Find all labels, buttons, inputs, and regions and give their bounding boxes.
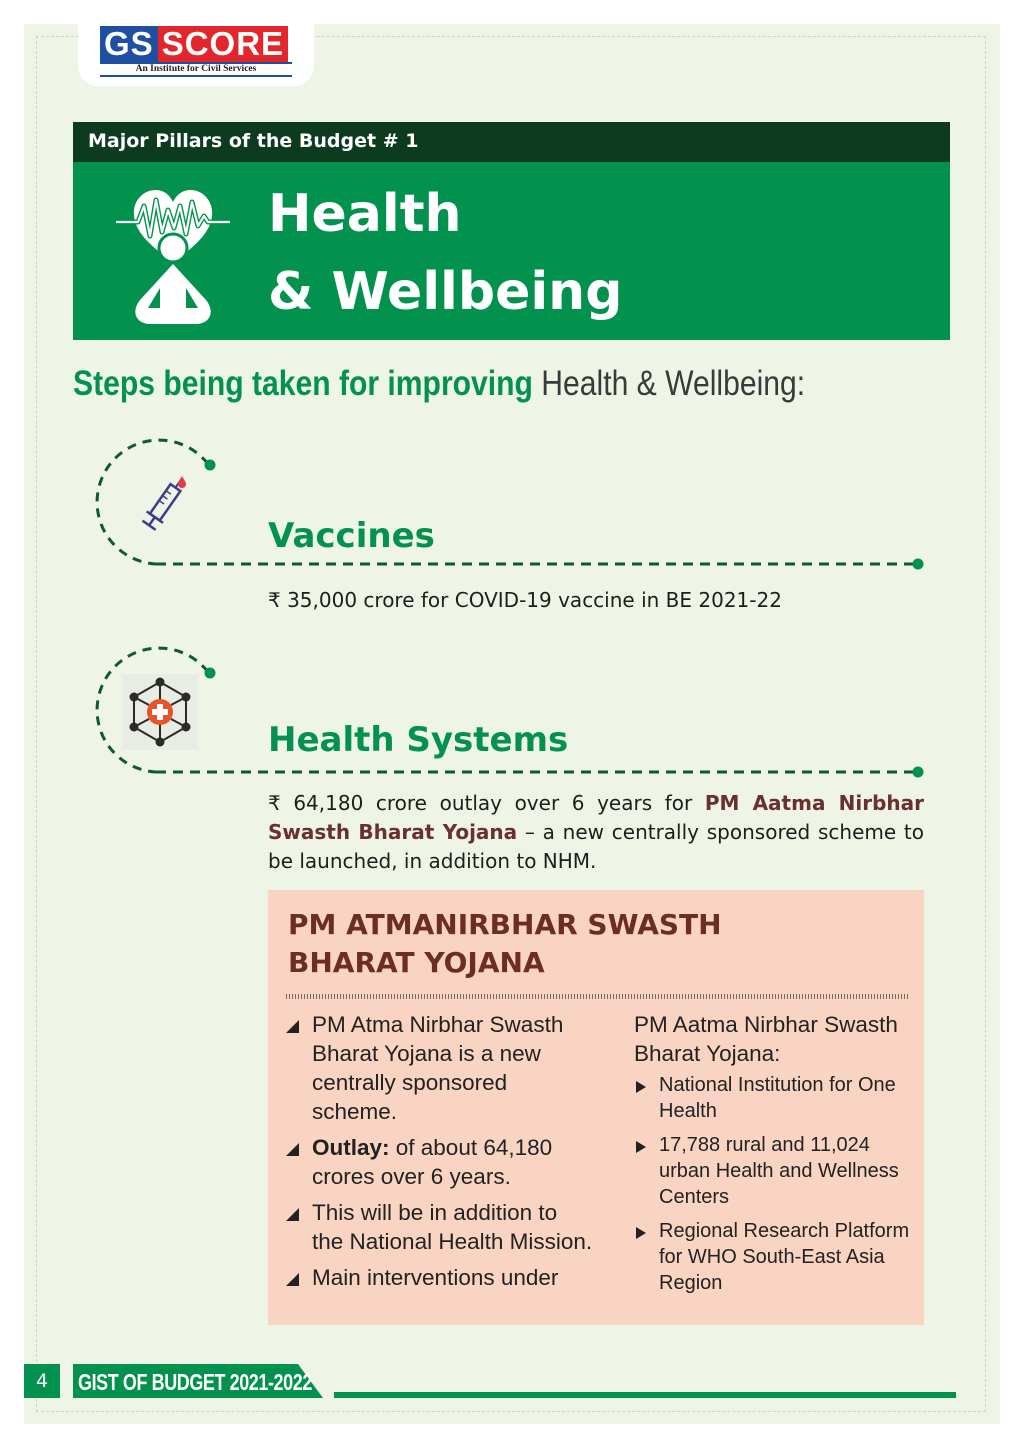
list-item [634,1072,914,1124]
list-item [284,1198,594,1256]
list-item [284,1133,594,1191]
scheme-left-list [284,1010,594,1299]
scheme-box-title: PM ATMANIRBHAR SWASTH BHARAT YOJANA [288,908,722,979]
list-item [284,1010,594,1126]
health-systems-text-before: ₹ 64,180 crore outlay over 6 years for [268,791,693,815]
footer-label: GIST OF BUDGET 2021-2022 [78,1369,312,1395]
arrow-bullet-icon [636,1141,646,1153]
steps-heading [73,364,805,404]
arrow-bullet-icon [636,1081,646,1093]
page-number: 4 [24,1364,60,1398]
vaccines-frame [90,436,940,576]
steps-heading-bold: Steps being taken for improving [73,364,533,403]
scheme-name-highlight: PM Aatma Nirbhar Swasth Bharat Yojana [268,791,925,844]
footer-line [334,1392,956,1398]
list-item-text: 17,788 rural and 11,024 urban Health and Wellness Centers [659,1134,899,1208]
vaccines-text: ₹ 35,000 crore for COVID-19 vaccine in BE 2021-22 [268,588,782,612]
section-title-health-systems: Health Systems [268,720,569,760]
health-systems-frame [90,644,940,784]
health-network-icon [122,674,198,750]
list-item [634,1132,914,1210]
list-item-text: PM Atma Nirbhar Swasth Bharat Yojana is a new centrally sponsored scheme. [312,1012,564,1124]
page-title-line2: & Wellbeing [268,262,623,322]
list-item [634,1218,914,1296]
scheme-right-header: PM Aatma Nirbhar Swasth Bharat Yojana: [634,1012,898,1066]
logo-gs: GS [100,26,158,62]
steps-heading-normal: Health & Wellbeing: [541,364,806,403]
page-title-line1: Health [268,184,462,244]
logo-tagline: An Institute for Civil Services [100,62,292,77]
syringe-icon [134,468,194,540]
heartbeat-meditation-icon [110,176,236,334]
triangle-bullet-icon [286,1273,299,1286]
triangle-bullet-icon [286,1208,299,1221]
triangle-bullet-icon [286,1020,299,1033]
arrow-bullet-icon [636,1227,646,1239]
gsscore-logo[interactable] [100,26,288,62]
list-item-text: National Institution for One Health [659,1074,896,1122]
list-item-text: Main interventions under [312,1265,559,1290]
logo-score: SCORE [158,26,288,62]
scheme-box-divider [286,994,908,999]
health-systems-text-after: – a new centrally sponsored scheme to be launched, in addition to NHM. [268,820,924,873]
list-item-text: of about 64,180 crores over 6 years. [312,1135,553,1189]
section-title-vaccines: Vaccines [268,516,435,556]
list-item-text: Regional Research Platform for WHO South-East Asia Region [659,1220,910,1294]
list-item-text: This will be in addition to the National Health Mission. [312,1200,593,1254]
list-item [284,1263,594,1292]
list-item-bold: Outlay: [312,1135,390,1160]
pillar-label: Major Pillars of the Budget # 1 [88,130,419,152]
health-systems-text [268,789,924,876]
scheme-right-list [634,1010,914,1304]
triangle-bullet-icon [286,1143,299,1156]
